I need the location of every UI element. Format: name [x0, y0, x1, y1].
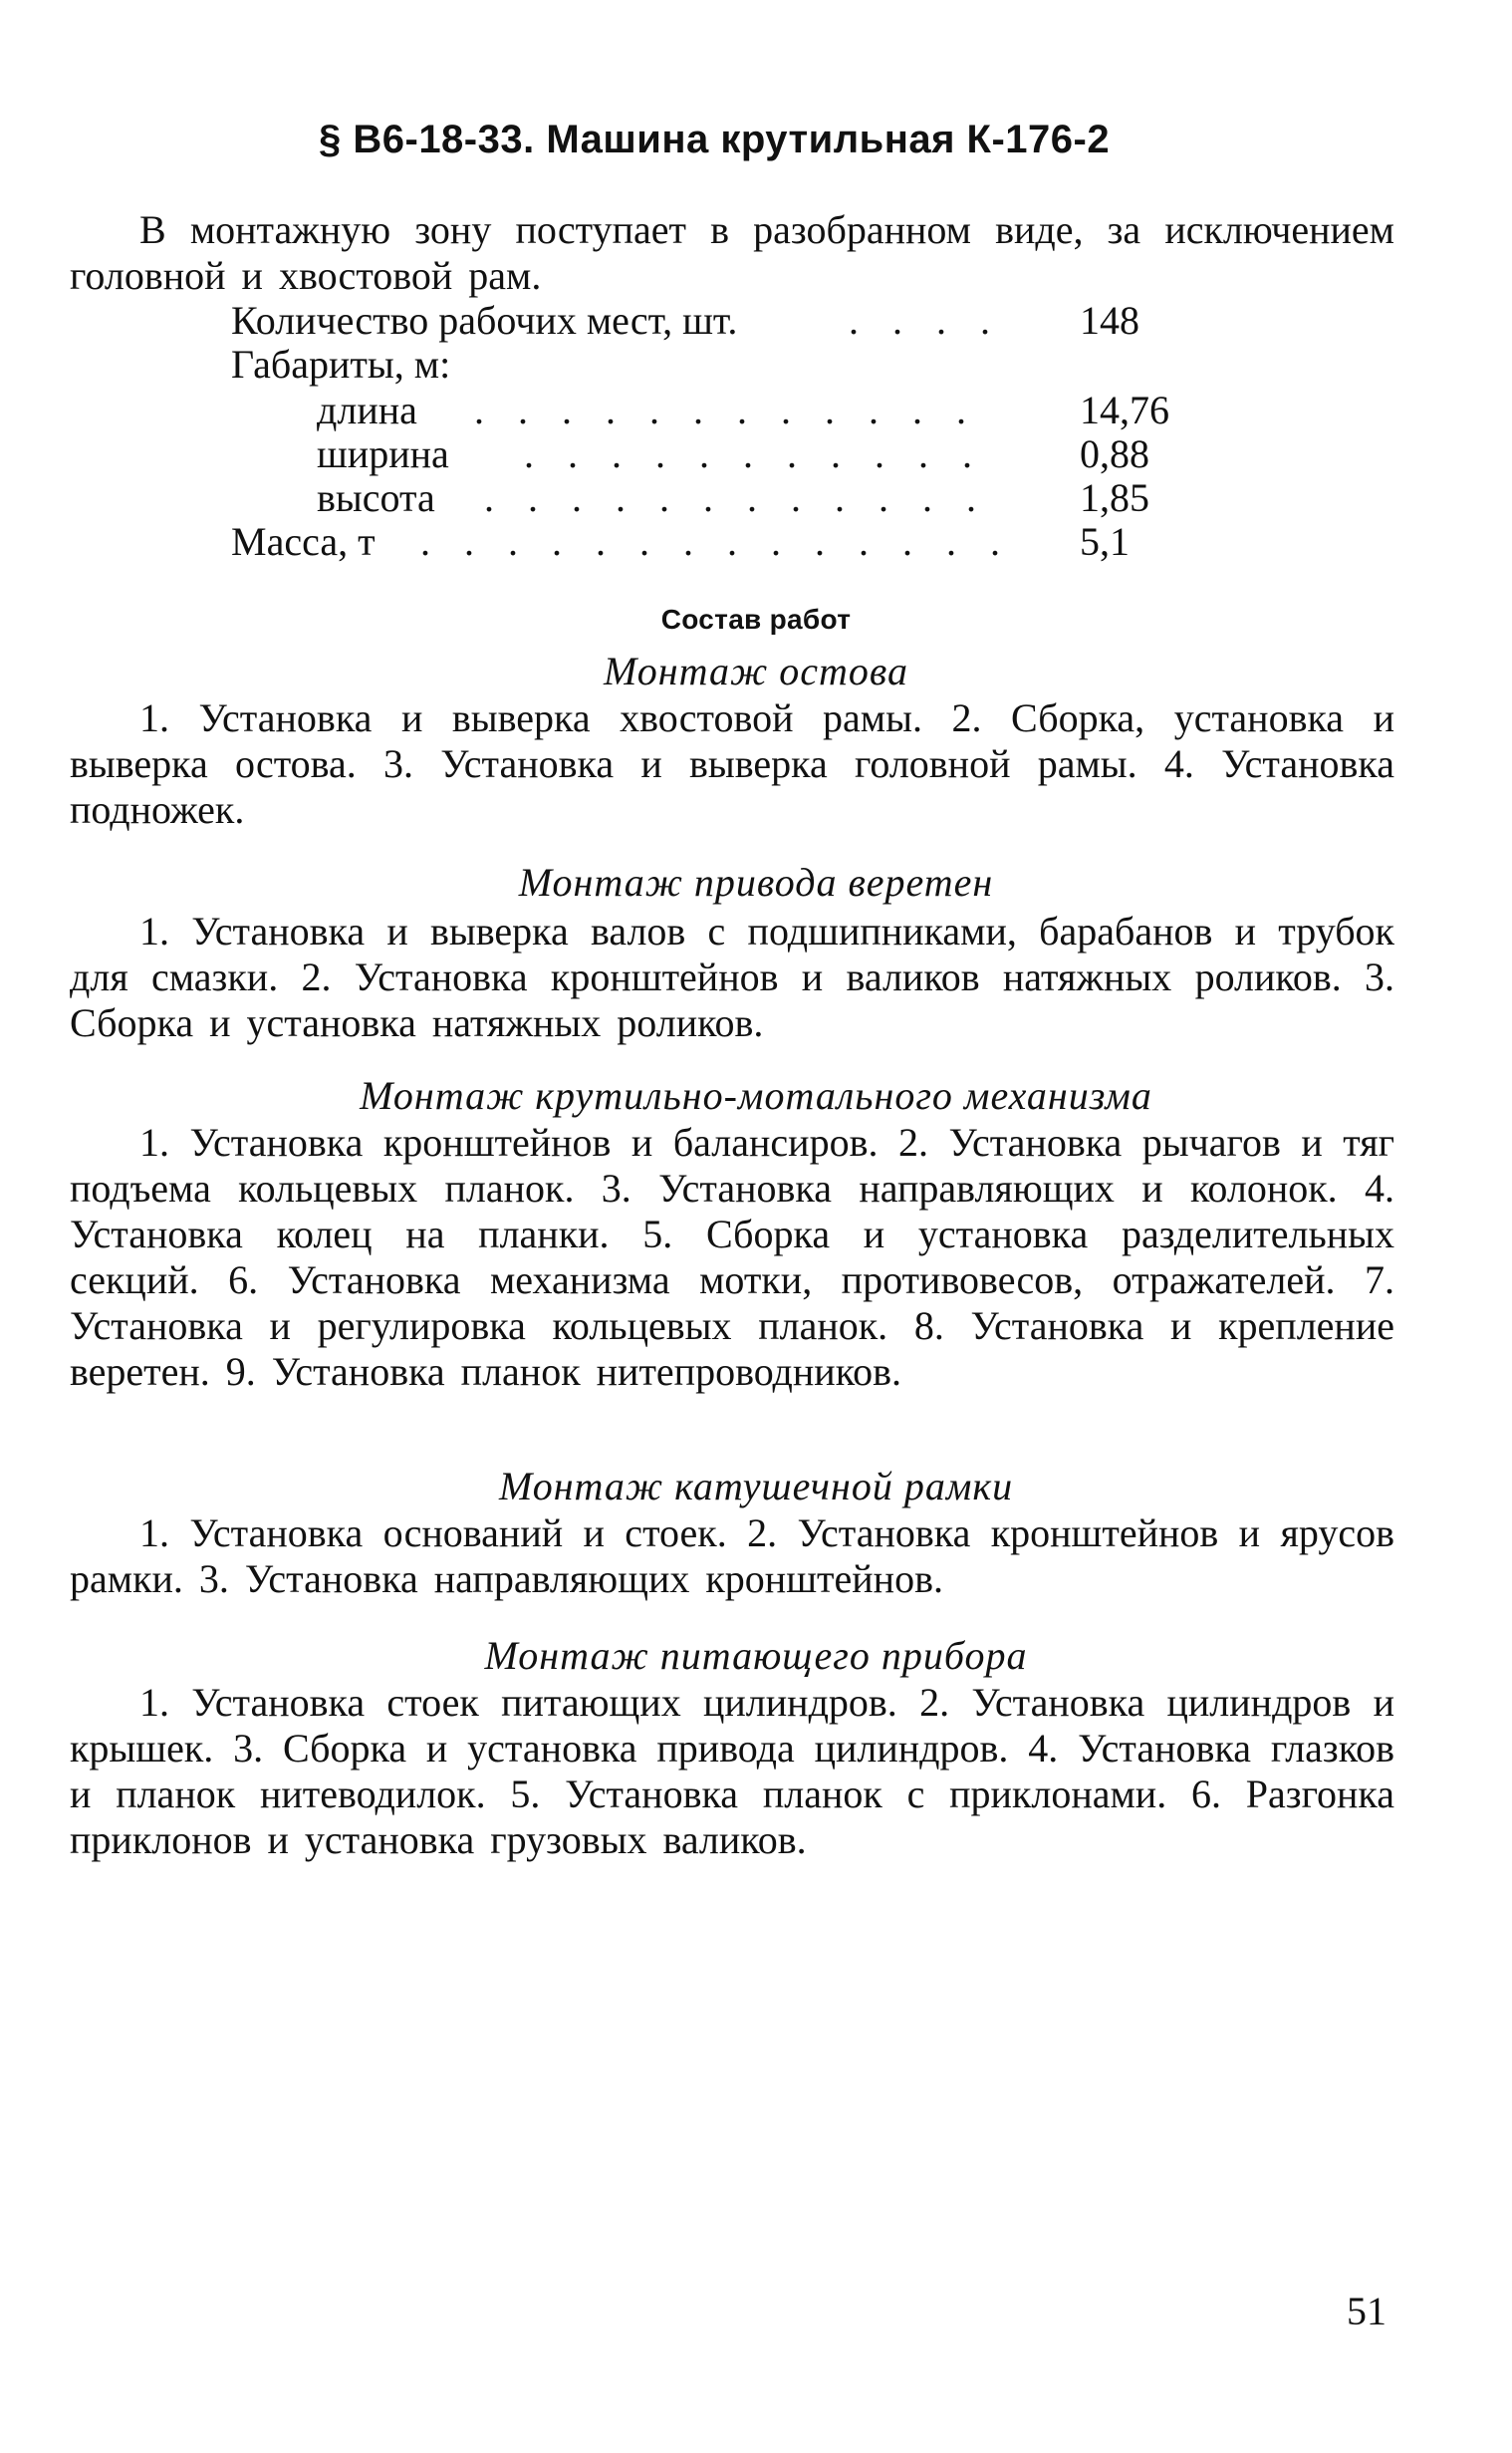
section-title-bobbin-frame: Монтаж катушечной рамки [498, 1464, 1014, 1508]
leader-dots: . . . . . . . . . . . [524, 431, 984, 476]
leader-dots: . . . . . . . . . . . . [474, 388, 978, 432]
spec-width-value: 0,88 [1080, 431, 1149, 476]
section-title-spindle-drive: Монтаж привода веретен [518, 860, 994, 905]
spec-height-value: 1,85 [1080, 475, 1149, 520]
spec-dimensions [231, 343, 1227, 389]
section-body-spindle-drive: 1. Установка и выверка валов с подшипниками, барабанов и трубок для смазки. 2. Установка кронштейнов и валиков натяжных роликов. 3. Сборка и установка натяжных роликов. [70, 909, 1394, 1045]
section-body-bobbin-frame: 1. Установка оснований и стоек. 2. Установка кронштейнов и ярусов рамки. 3. Установка направляющих кронштейнов. [70, 1510, 1394, 1601]
spec-mass [231, 520, 1227, 566]
composition-title: Состав работ [660, 604, 852, 635]
spec-height-label: высота [317, 475, 435, 520]
section-title-twisting-mechanism: Монтаж крутильно-мотального механизма [360, 1073, 1152, 1118]
section-body-frame: 1. Установка и выверка хвостовой рамы. 2. Сборка, установка и выверка остова. 3. Установка и выверка головной рамы. 4. Установка подножек. [70, 695, 1394, 832]
page-number: 51 [1347, 2289, 1386, 2333]
leader-dots: . . . . [849, 298, 1002, 343]
spec-width [317, 432, 1313, 478]
section-body-twisting-mechanism: 1. Установка кронштейнов и балансиров. 2. Установка рычагов и тяг подъема кольцевых планок. 3. Установка направляющих и колонок. 4. Установка колец на планки. 5. Сборка и установка разделительных секций. 6. Установка механизма мотки, противовесов, отражателей. 7. Установка и регулировка кольцевых планок. 8. Установка и крепление веретен. 9. Установка планок нитепроводников. [70, 1120, 1394, 1394]
spec-workplaces-value: 148 [1080, 298, 1139, 343]
spec-mass-label: Масса, т [231, 519, 376, 564]
spec-length-label: длина [317, 388, 417, 432]
section-title-frame: Монтаж остова [604, 649, 908, 693]
section-title-feeding-device: Монтаж питающего прибора [484, 1633, 1028, 1678]
section-body-feeding-device: 1. Установка стоек питающих цилиндров. 2. Установка цилиндров и крышек. 3. Сборка и установка привода цилиндров. 4. Установка глазков и планок нитеводилок. 5. Установка планок с приклонами. 6. Разгонка приклонов и установка грузовых валиков. [70, 1680, 1394, 1862]
intro-paragraph: В монтажную зону поступает в разобранном виде, за исключением головной и хвостовой рам. [70, 207, 1394, 298]
spec-workplaces [231, 299, 1227, 345]
leader-dots: . . . . . . . . . . . . [484, 475, 988, 520]
spec-workplaces-label: Количество рабочих мест, шт. [231, 298, 738, 343]
section-heading: § В6-18-33. Машина крутильная К-176-2 [319, 118, 1111, 161]
spec-length-value: 14,76 [1080, 388, 1169, 432]
leader-dots: . . . . . . . . . . . . . . [420, 519, 1012, 564]
spec-height [317, 476, 1313, 522]
spec-length [317, 389, 1313, 434]
spec-width-label: ширина [317, 431, 449, 476]
spec-mass-value: 5,1 [1080, 519, 1130, 564]
spec-dimensions-label: Габариты, м: [231, 342, 451, 387]
